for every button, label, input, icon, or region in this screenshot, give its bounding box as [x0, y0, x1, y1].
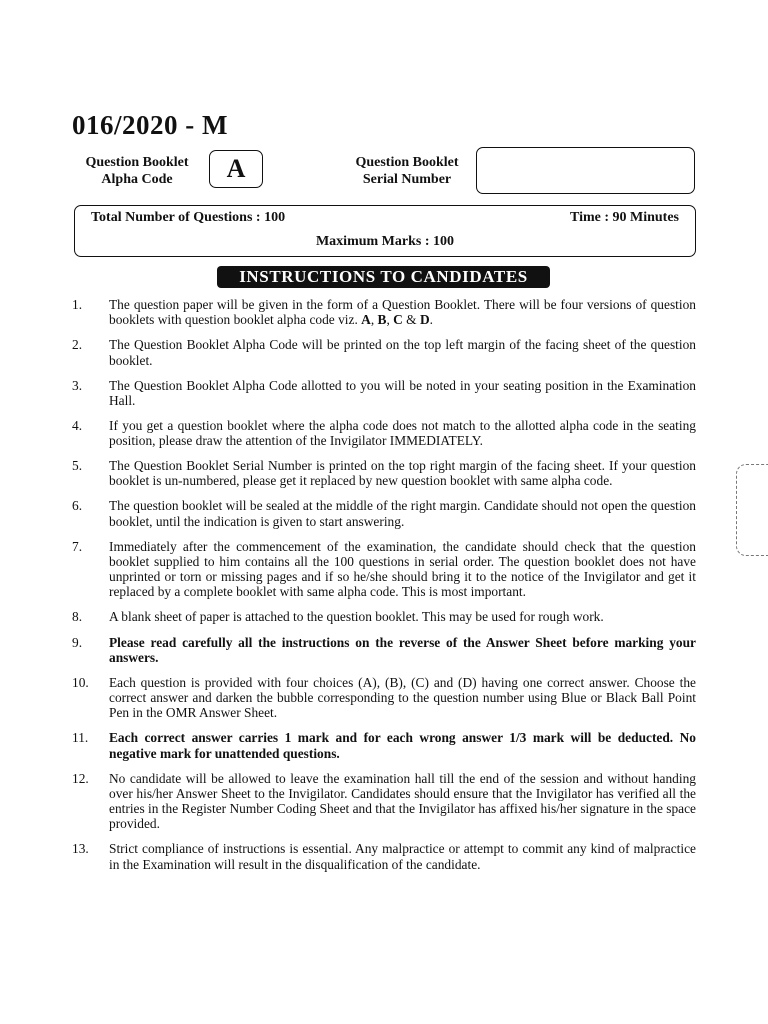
instruction-text: The Question Booklet Serial Number is printed on the top right margin of the facing sheet. If your question booklet is un-numbered, please get it replaced by new question booklet with same alpha code. [109, 458, 696, 489]
instruction-number: 7. [72, 538, 83, 554]
alpha-code-label-line-1: Question Booklet [85, 155, 189, 170]
instruction-text: Each question is provided with four choices (A), (B), (C) and (D) having one correct answer. Choose the correct answer and darken the bubble corresponding to the question number using Blue or Black Ball Point Pen in the OMR Answer Sheet. [109, 674, 696, 721]
serial-number-box [476, 147, 695, 194]
instruction-number: 9. [72, 634, 83, 650]
instruction-number: 11. [72, 730, 89, 746]
exam-time: Time : 90 Minutes [569, 210, 679, 225]
instruction-text: The Question Booklet Alpha Code allotted to you will be noted in your seating position in the Examination Hall. [109, 377, 696, 408]
instruction-item [72, 539, 696, 600]
instructions-heading: INSTRUCTIONS TO CANDIDATES [217, 266, 550, 288]
instruction-number: 13. [72, 841, 89, 857]
instruction-text: The Question Booklet Alpha Code will be printed on the top left margin of the facing sheet of the question booklet. [109, 337, 696, 368]
instruction-item [72, 498, 696, 528]
instruction-number: 2. [72, 337, 83, 353]
paper-code: 016/2020 - M [72, 110, 228, 140]
instruction-number: 3. [72, 377, 83, 393]
instruction-item [72, 675, 696, 721]
instruction-text: The question paper will be given in the form of a Question Booklet. There will be four versions of question booklets with question booklet alpha code viz. A, B, C & D. [109, 297, 696, 328]
instruction-text: Each correct answer carries 1 mark and for each wrong answer 1/3 mark will be deducted. No negative mark for unattended questions. [109, 730, 696, 761]
instruction-item [72, 771, 696, 832]
instruction-item [72, 378, 696, 408]
total-questions: Total Number of Questions : 100 [91, 210, 286, 225]
serial-number-label-line-1: Question Booklet [355, 155, 459, 170]
instruction-text: No candidate will be allowed to leave the examination hall till the end of the session and without handing over his/her Answer Sheet to the Invigilator. Candidates should ensure that the Invigilator has verified all the entries in the Register Number Coding Sheet and that the Invigilator has affixed his/her signature in the space provided. [109, 770, 696, 832]
instruction-number: 5. [72, 458, 83, 474]
exam-summary-box [74, 205, 696, 257]
instruction-number: 12. [72, 770, 89, 786]
instruction-number: 4. [72, 417, 83, 433]
instruction-number: 6. [72, 498, 83, 514]
seal-marker [736, 464, 768, 556]
serial-number-label [344, 154, 470, 188]
instruction-text: The question booklet will be sealed at the middle of the right margin. Candidate should not open the question booklet, until the indication is given to start answering. [109, 498, 696, 529]
maximum-marks: Maximum Marks : 100 [315, 234, 455, 249]
instruction-item [72, 418, 696, 448]
instruction-item [72, 337, 696, 367]
serial-number-label-line-2: Serial Number [362, 172, 452, 187]
alpha-code-label [76, 154, 198, 188]
instruction-number: 10. [72, 674, 89, 690]
alpha-code-label-line-2: Alpha Code [101, 172, 173, 187]
instruction-item [72, 609, 696, 624]
instruction-number: 1. [72, 297, 83, 312]
instruction-text: A blank sheet of paper is attached to the question booklet. This may be used for rough work. [109, 609, 604, 625]
instruction-text: Please read carefully all the instructions on the reverse of the Answer Sheet before marking your answers. [109, 634, 696, 665]
alpha-code-box: A [209, 150, 263, 188]
instruction-item [72, 297, 696, 327]
instruction-item [72, 841, 696, 871]
instruction-text: Immediately after the commencement of the examination, the candidate should check that the question booklet supplied to him contains all the 100 questions in serial order. The question booklet does not have unprinted or torn or missing pages and if so he/she should bring it to the notice of the Invigilator and get it replaced by a complete booklet with same alpha code. This is most important. [109, 538, 696, 600]
instruction-item [72, 730, 696, 760]
instruction-text: Strict compliance of instructions is essential. Any malpractice or attempt to commit any kind of malpractice in the Examination will result in the disqualification of the candidate. [109, 841, 696, 872]
instructions-list [72, 297, 696, 882]
instruction-item [72, 458, 696, 488]
instruction-text: If you get a question booklet where the alpha code does not match to the allotted alpha code in the seating position, please draw the attention of the Invigilator IMMEDIATELY. [109, 417, 696, 449]
instruction-number: 8. [72, 609, 83, 625]
instruction-item [72, 635, 696, 665]
